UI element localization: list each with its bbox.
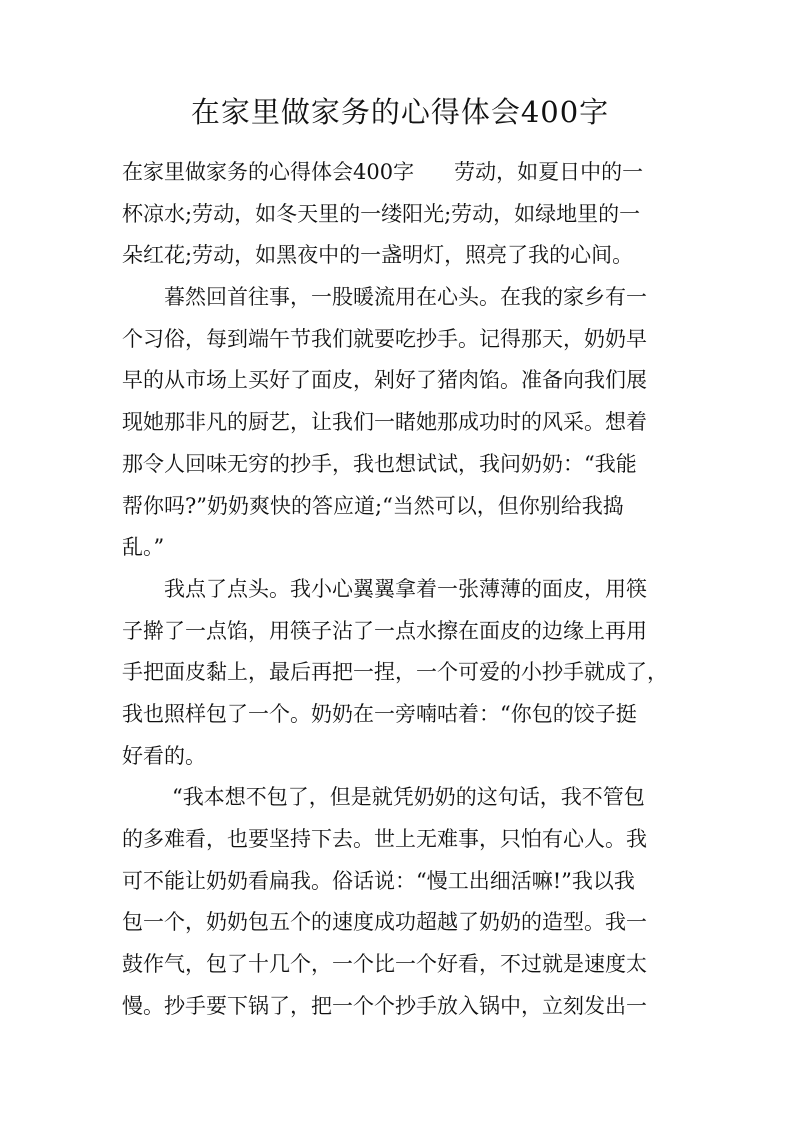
text-line: 乱。” <box>122 535 165 560</box>
text-line: 慢。抄手要下锅了，把一个个抄手放入锅中，立刻发出一 <box>122 993 647 1018</box>
text-line: 我点了点头。我小心翼翼拿着一张薄薄的面皮，用筷 <box>164 576 647 601</box>
text-line: 我也照样包了一个。奶奶在一旁喃咕着：“你包的饺子挺 <box>122 701 637 726</box>
text-line: 手把面皮黏上，最后再把一捏，一个可爱的小抄手就成了， <box>122 660 668 685</box>
text-line: 帮你吗?”奶奶爽快的答应道;“当然可以，但你别给我捣 <box>122 493 624 518</box>
text-line: 包一个，奶奶包五个的速度成功超越了奶奶的造型。我一 <box>122 910 647 935</box>
text-line: 好看的。 <box>122 743 206 768</box>
text-line <box>122 152 662 194</box>
text-line: 现她那非凡的厨艺，让我们一睹她那成功时的风采。想着 <box>122 410 647 435</box>
text-line: 个习俗，每到端午节我们就要吃抄手。记得那天，奶奶早 <box>122 326 647 351</box>
text-line: 暮然回首往事，一股暖流用在心头。在我的家乡有一 <box>164 285 647 310</box>
document-body <box>122 152 668 1027</box>
text-line: 那令人回味无穷的抄手，我也想试试，我问奶奶：“我能 <box>122 451 637 476</box>
text-line: 鼓作气，包了十几个，一个比一个好看，不过就是速度太 <box>122 952 647 977</box>
document-title: 在家里做家务的心得体会400字 <box>190 95 610 129</box>
text-line: 杯凉水;劳动，如冬天里的一缕阳光;劳动，如绿地里的一 <box>122 201 641 226</box>
text-line: 朵红花;劳动，如黑夜中的一盏明灯，照亮了我的心间。 <box>122 243 634 268</box>
text-line: 可不能让奶奶看扁我。俗话说：“慢工出细活嘛!”我以我 <box>122 868 635 893</box>
text-line: 的多难看，也要坚持下去。世上无难事，只怕有心人。我 <box>122 827 647 851</box>
text-line: 早的从市场上买好了面皮，剁好了猪肉馅。准备向我们展 <box>122 368 647 393</box>
inline-heading: 在家里做家务的心得体会400字 <box>122 160 415 184</box>
text-line: “我本想不包了，但是就凭奶奶的这句话，我不管包 <box>172 785 645 810</box>
text-fragment: 劳动，如夏日中的一 <box>454 160 644 184</box>
text-line: 子擀了一点馅，用筷子沾了一点水擦在面皮的边缘上再用 <box>122 618 647 643</box>
